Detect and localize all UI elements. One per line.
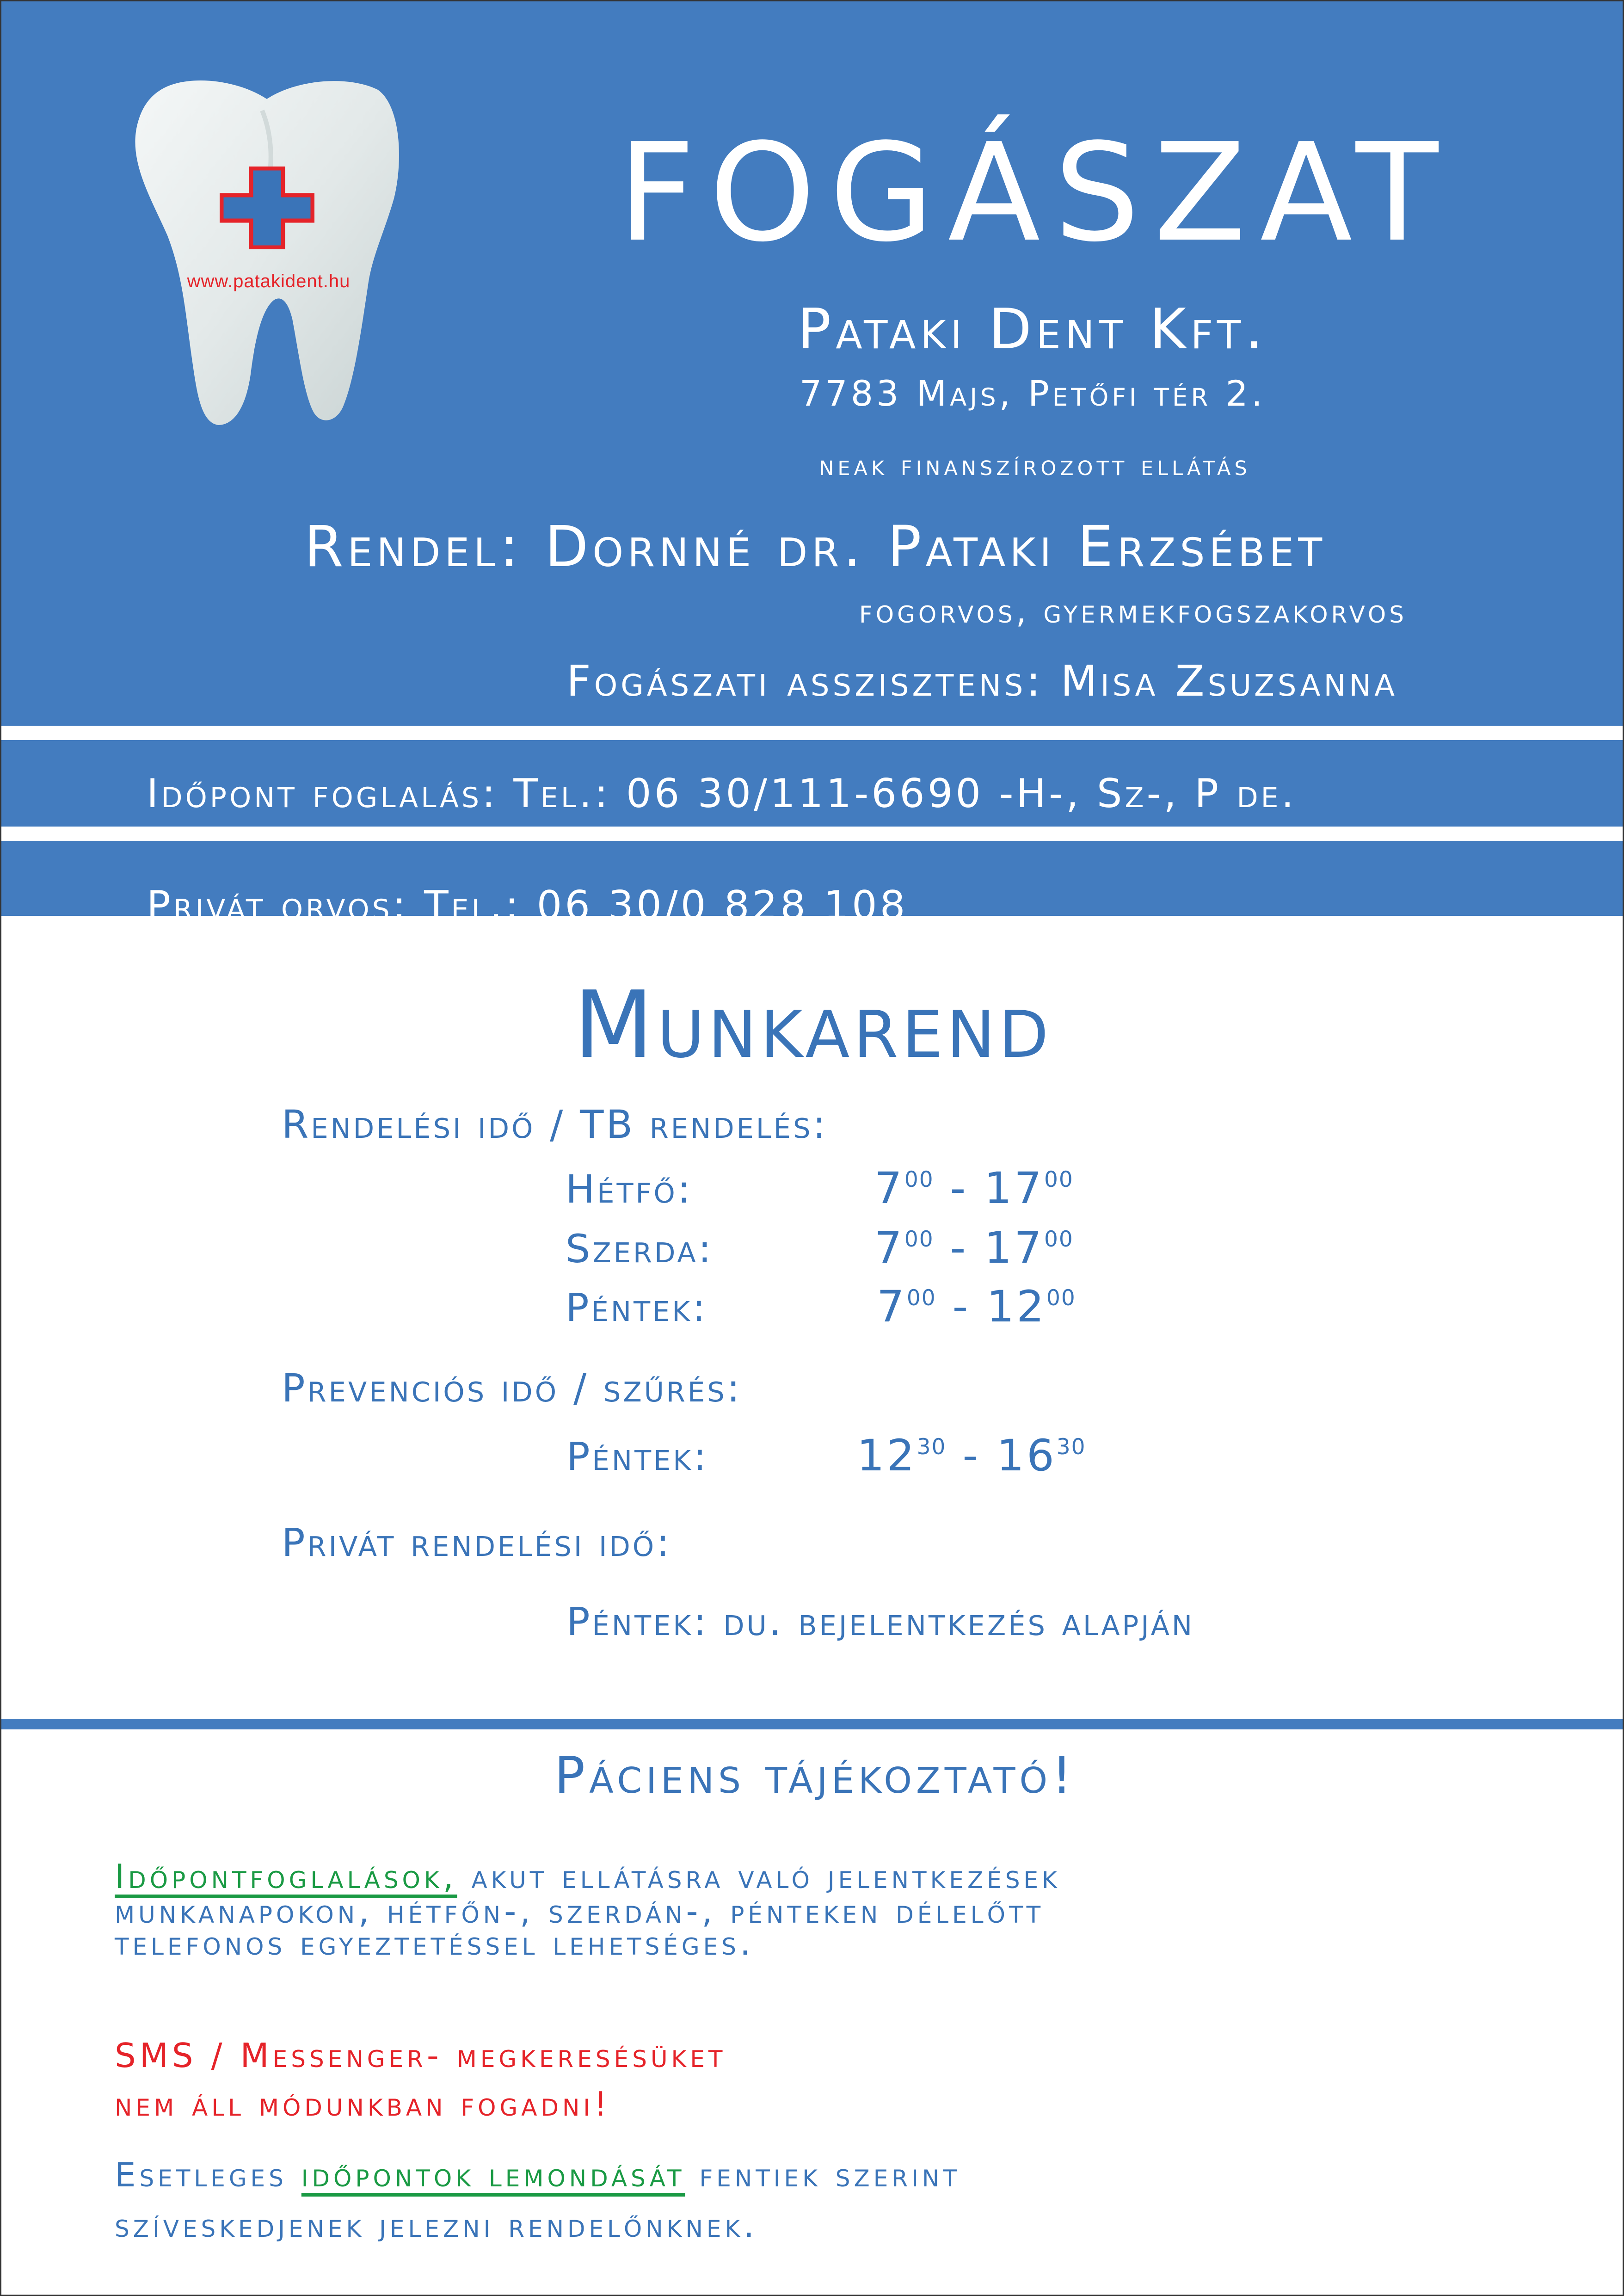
- day-label: Szerda:: [566, 1226, 714, 1271]
- schedule-title: Munkarend: [573, 971, 1052, 1079]
- patient-info-title: Páciens tájékoztató!: [554, 1746, 1077, 1805]
- time-range: $7^{00} - 17^{00}$: [874, 1223, 1074, 1273]
- time-range: $12^{30} - 16^{30}$: [857, 1431, 1086, 1481]
- info-paragraph-1-line-2: munkanapokon, hétfőn-, szerdán-, pénteken délelőtt: [115, 1892, 1045, 1931]
- day-label: Péntek:: [566, 1285, 708, 1330]
- day-label: Péntek:: [566, 1434, 709, 1479]
- cancellation-line-2: szíveskedjenek jelezni rendelőnknek.: [115, 2206, 758, 2245]
- sms-warning-line-2: nem áll módunkban fogadni!: [115, 2085, 611, 2123]
- cancellation-line-1: Esetleges időpontok lemondását fentiek szerint: [115, 2155, 961, 2194]
- sms-warning-line-1: SMS / Messenger- megkeresésüket: [115, 2036, 726, 2075]
- doctor-specialty: fogorvos, gyermekfogszakorvos: [859, 592, 1407, 630]
- medical-cross-icon: [220, 167, 314, 249]
- funding-note: neak finanszírozott ellátás: [819, 448, 1251, 482]
- tooth-icon: [133, 78, 401, 426]
- booking-phone: Időpont foglalás: Tel.: 06 30/111-6690 -H-, Sz-, P de.: [147, 771, 1297, 817]
- time-range: $7^{00} - 17^{00}$: [874, 1163, 1074, 1214]
- time-range: $7^{00} - 12^{00}$: [877, 1282, 1076, 1332]
- booking-highlight: Időpontfoglalások,: [115, 1857, 457, 1896]
- page-title: FOGÁSZAT: [617, 114, 1452, 272]
- cancellation-highlight: időpontok lemondását: [301, 2155, 685, 2194]
- company-name: Pataki Dent Kft.: [797, 297, 1268, 362]
- section-divider: [1, 1719, 1623, 1729]
- section-heading-private: Privát rendelési idő:: [282, 1520, 672, 1565]
- private-schedule: Péntek: du. bejelentkezés alapján: [566, 1599, 1195, 1644]
- doctor-name: Rendel: Dornné dr. Pataki Erzsébet: [304, 514, 1327, 580]
- address: 7783 Majs, Petőfi tér 2.: [799, 373, 1266, 414]
- private-phone: Privát orvos: Tel.: 06 30/0 828 108: [147, 883, 908, 929]
- section-heading-prevention: Prevenciós idő / szűrés:: [282, 1365, 742, 1411]
- day-label: Hétfő:: [566, 1167, 693, 1212]
- website-url[interactable]: www.patakident.hu: [187, 271, 351, 291]
- section-heading-tb: Rendelési idő / TB rendelés:: [282, 1102, 828, 1147]
- assistant-name: Fogászati asszisztens: Misa Zsuzsanna: [566, 656, 1398, 706]
- info-paragraph-1-line-1: Időpontfoglalások, akut ellátásra való jelentkezések: [115, 1857, 1061, 1896]
- info-paragraph-1-line-3: telefonos egyeztetéssel lehetséges.: [115, 1924, 754, 1963]
